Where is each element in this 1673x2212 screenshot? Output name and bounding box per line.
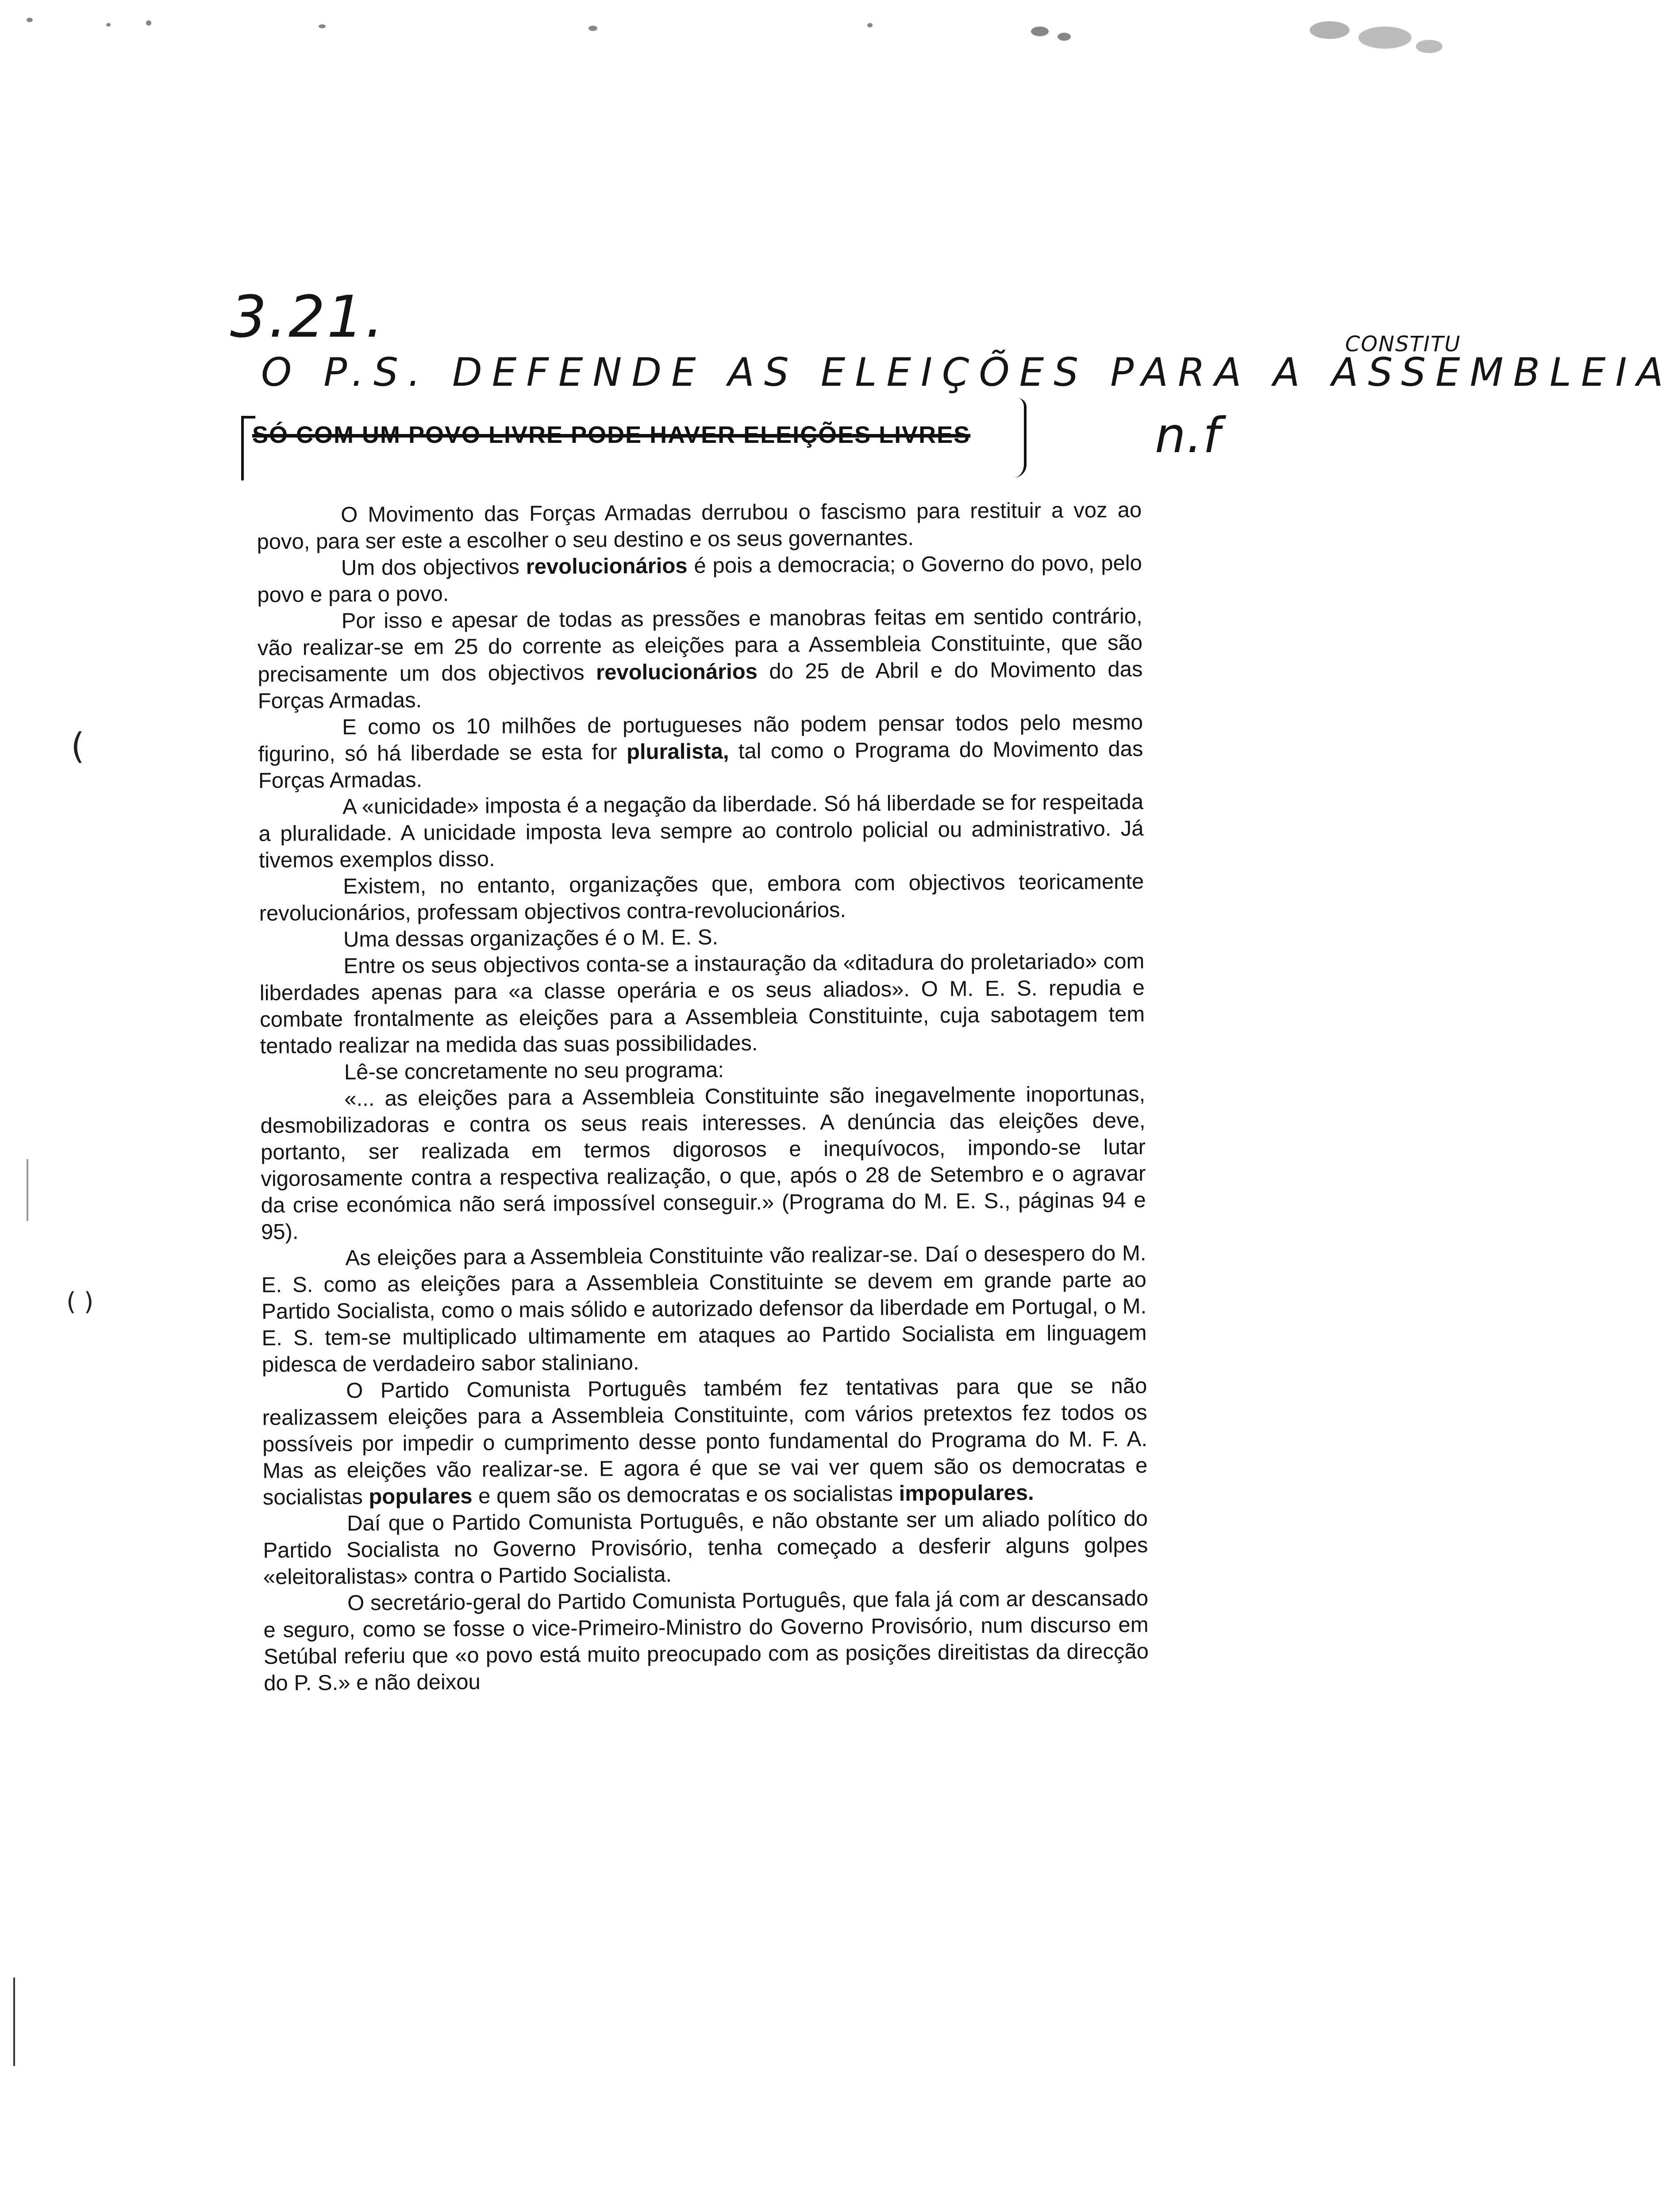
article-paragraph — [257, 603, 1142, 714]
handwritten-initials: n.f — [1155, 407, 1221, 464]
paragraph-text: tal como o Programa do Movimento das Forças Armadas. — [258, 737, 1143, 793]
article-paragraph — [257, 497, 1142, 555]
paragraph-text: O Movimento das Forças Armadas derrubou o fascismo para restituir a voz ao povo, para ser este a escolher o seu destino e os seus governantes. — [257, 498, 1142, 554]
paragraph-text: As eleições para a Assembleia Constituinte vão realizar-se. Daí o desespero do M. E. S. como as eleições para a Assembleia Constituinte se devem em grande parte ao Partido Socialista, como o mais sólido e autorizado defensor da liberdade em Portugal, o M. E. S. tem-se multiplicado ultimamente em ataques ao Partido Socialista em linguagem pidesca de verdadeiro sabor staliniano. — [261, 1241, 1147, 1377]
paragraph-text: A «unicidade» imposta é a negação da liberdade. Só há liberdade se for respeitada a pluralidade. A unicidade imposta leva sempre ao controlo policial ou administrativo. Já tivemos exemplos disso. — [258, 790, 1144, 872]
paragraph-text: Lê-se concretamente no seu programa: — [344, 1058, 724, 1084]
bold-emphasis: revolucionários — [526, 554, 688, 579]
article-paragraph — [261, 1240, 1147, 1378]
bold-emphasis: pluralista, — [626, 739, 729, 764]
paragraph-text: Entre os seus objectivos conta-se a instauração da «ditadura do proletariado» com liberdades apenas para «a classe operária e os seus aliados». O M. E. S. repudia e combate frontalmente as eleições para a Assembleia Constituinte, cuja sabotagem tem tentado realizar na medida das suas possibilidades. — [259, 949, 1145, 1058]
handwritten-document-number: 3.21. — [230, 283, 385, 350]
handwritten-title: O P.S. DEFENDE AS ELEIÇÕES PARA A ASSEMBLEIA — [261, 349, 1673, 395]
article-paragraph — [258, 709, 1143, 794]
article-paragraph — [257, 550, 1142, 608]
handwritten-title-continuation: CONSTITU — [1345, 332, 1461, 357]
paragraph-text: E como os 10 milhões de portugueses não podem pensar todos pelo mesmo figurino, só há liberdade se esta for — [258, 710, 1143, 766]
article-paragraph — [258, 789, 1144, 874]
bold-emphasis: populares — [369, 1484, 473, 1509]
scan-margin-line — [13, 1978, 15, 2066]
bold-emphasis: revolucionários — [596, 660, 758, 685]
bold-emphasis: impopulares. — [899, 1481, 1034, 1506]
article-paragraph — [260, 1081, 1146, 1245]
paragraph-text: O secretário-geral do Partido Comunista Português, que fala já com ar descansado e seguro, como se fosse o vice-Primeiro-Ministro do Governo Provisório, num discurso em Setúbal referiu que «o povo está muito preocupado com as posições direitistas da direcção do P. S.» e não deixou — [263, 1586, 1149, 1695]
struck-title-end-mark — [1013, 398, 1027, 478]
paragraph-text: «... as eleições para a Assembleia Constituinte são inegavelmente inoportunas, desmobilizadoras e contra os seus reais interesses. A denúncia das eleições deve, portanto, ser realizada em termos digorosos e inequívocos, impondo-se lutar vigorosamente contra a respectiva realização, o que, após o 28 de Setembro e o agravar da crise económica não será impossível conseguir.» (Programa do M. E. S., páginas 94 e 95). — [260, 1082, 1146, 1244]
margin-parenthesis-mark: ( — [71, 726, 85, 767]
article-paragraph — [259, 948, 1145, 1060]
struck-out-printed-title: SÓ COM UM POVO LIVRE PODE HAVER ELEIÇÕES LIVRES — [252, 422, 971, 448]
paragraph-text: O Partido Comunista Português também fez tentativas para que se não realizassem eleições para a Assembleia Constituinte, com vários pretextos fez todos os possíveis por impedir o cumprimento desse ponto fundamental do Programa do M. F. A. Mas as eleições vão realizar-se. E agora é que se vai ver quem são os democratas e socialistas — [262, 1374, 1148, 1509]
paragraph-text: Uma dessas organizações é o M. E. S. — [343, 925, 719, 952]
paragraph-text: do 25 de Abril e do Movimento das Forças Armadas. — [258, 657, 1143, 713]
paragraph-text: Por isso e apesar de todas as pressões e manobras feitas em sentido contrário, vão realizar-se em 25 do corrente as eleições para a Assembleia Constituinte, que são precisamente um dos objectivos — [257, 604, 1143, 687]
article-body — [257, 497, 1149, 1697]
paragraph-text: é pois a democracia; o Governo do povo, pelo povo e para o povo. — [257, 551, 1142, 607]
paragraph-text: e quem são os democratas e os socialistas — [472, 1482, 899, 1509]
paragraph-text: Daí que o Partido Comunista Português, e não obstante ser um aliado político do Partido Socialista no Governo Provisório, tenha começado a desferir alguns golpes «eleitoralistas» contra o Partido Socialista. — [263, 1506, 1148, 1589]
article-paragraph — [263, 1505, 1148, 1590]
article-paragraph — [259, 868, 1144, 927]
scan-margin-line — [27, 1159, 28, 1221]
article-paragraph — [263, 1585, 1149, 1697]
paragraph-text: Um dos objectivos — [341, 555, 526, 580]
margin-parenthesis-mark-2: ( ) — [66, 1287, 94, 1316]
article-paragraph — [262, 1373, 1148, 1511]
paragraph-text: Existem, no entanto, organizações que, embora com objectivos teoricamente revolucionários, professam objectivos contra-revolucionários. — [259, 869, 1144, 926]
